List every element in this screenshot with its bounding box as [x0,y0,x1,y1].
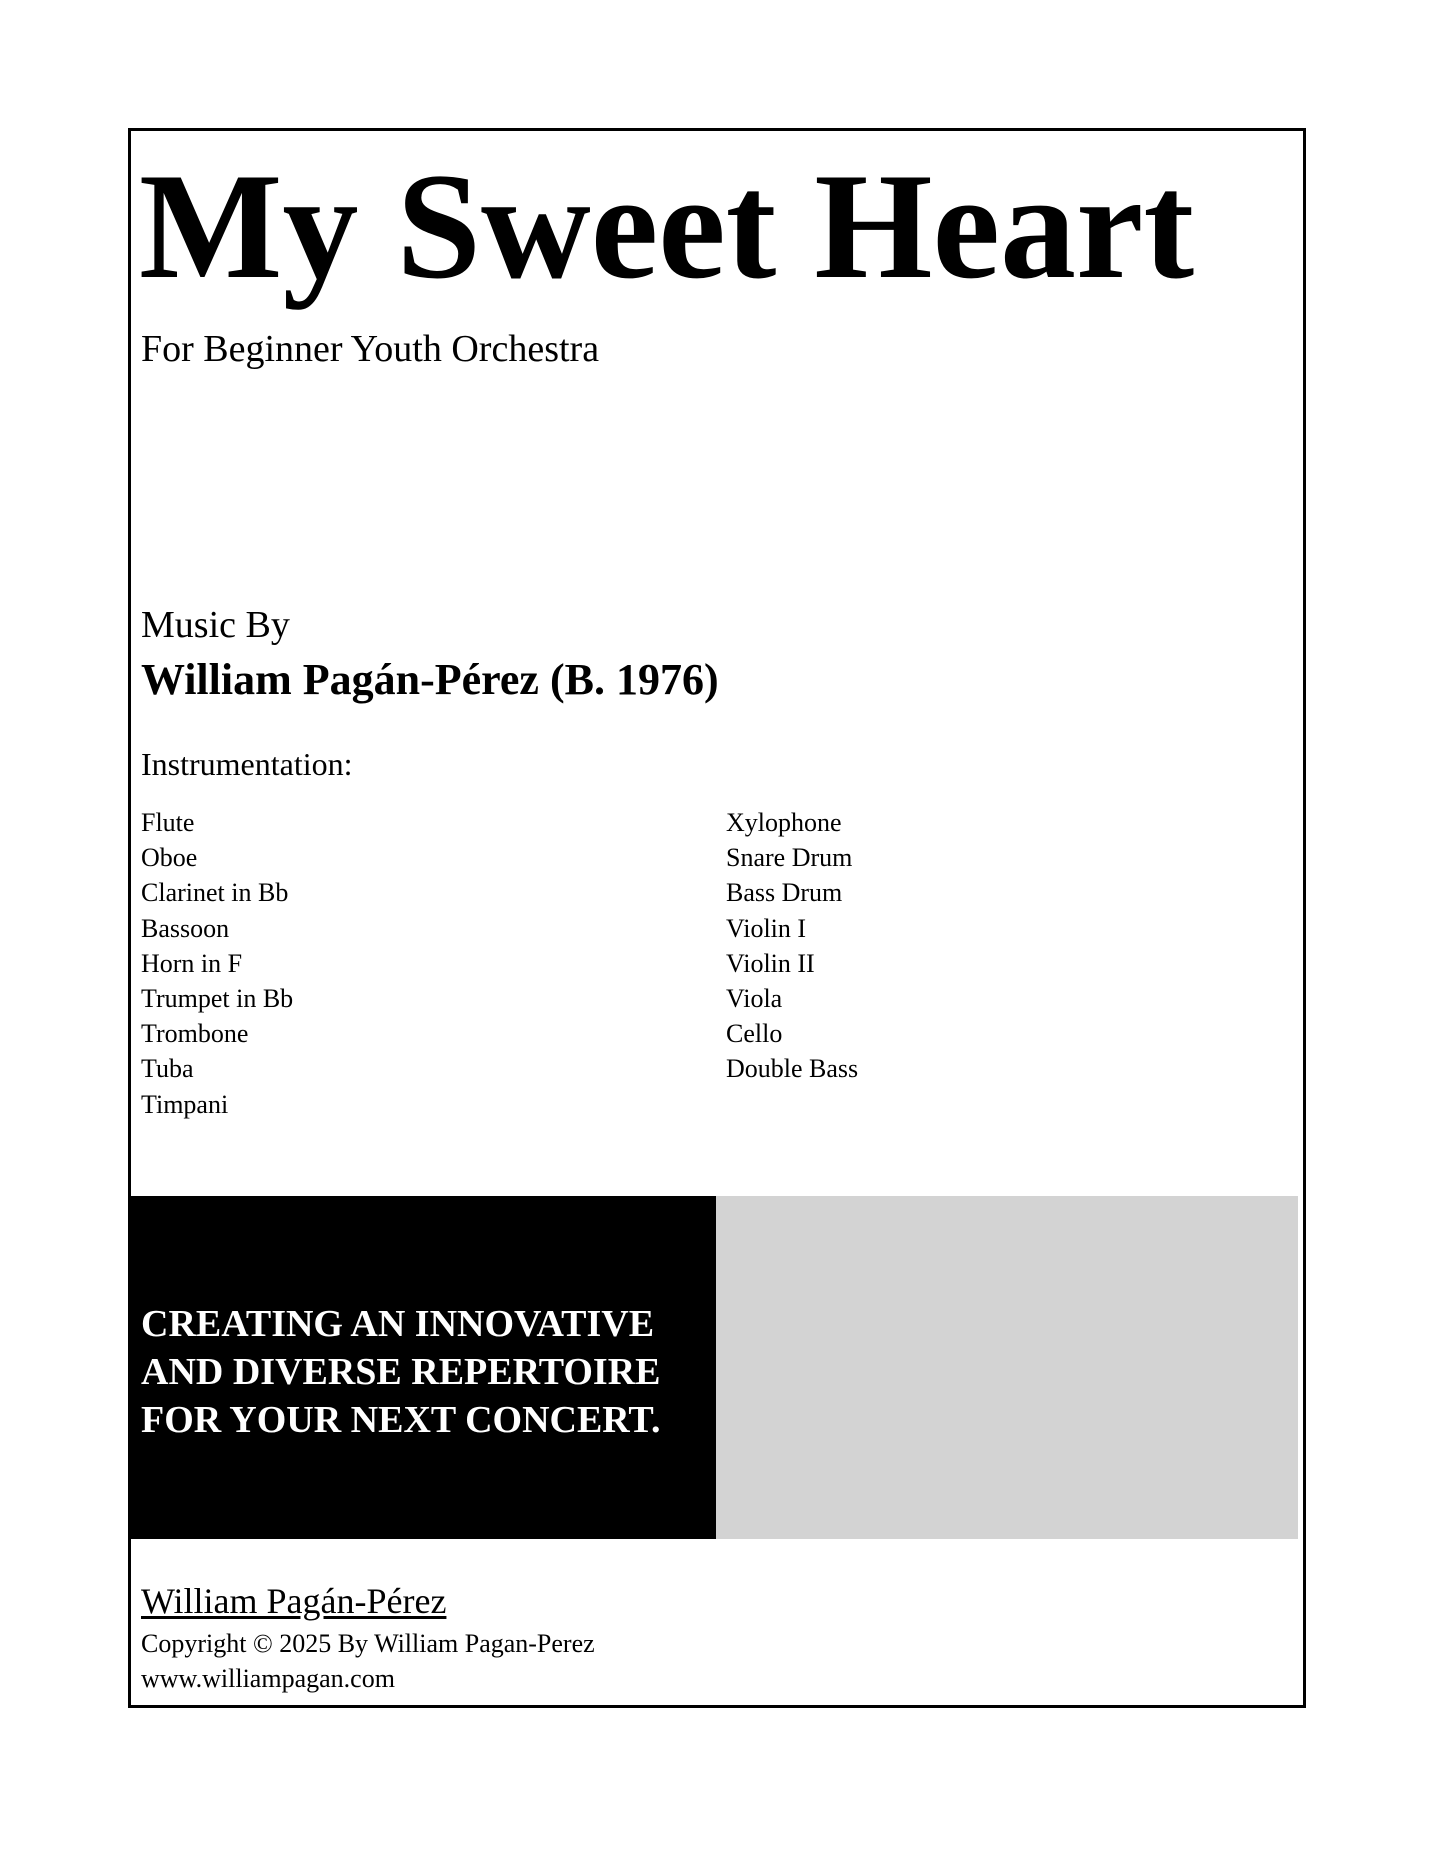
instrument-item: Tuba [141,1054,194,1084]
instrument-item: Double Bass [726,1054,859,1084]
tagline-line: CREATING AN INNOVATIVE [141,1303,655,1345]
instrument-item: Xylophone [726,808,842,837]
instrument-item: Violin II [726,948,815,978]
instrument-item: Viola [726,984,783,1014]
copyright-notice: Copyright © 2025 By William Pagan-Perez [141,1629,595,1658]
banner-tagline [141,1300,661,1444]
instrument-item: Bass Drum [726,878,843,908]
instrument-item: Trumpet in Bb [141,984,294,1014]
instrument-item: Snare Drum [726,843,853,873]
publisher-name-link[interactable]: William Pagán-Pérez [141,1581,447,1621]
banner-gray-panel [716,1196,1298,1539]
instrument-item: Bassoon [141,913,230,943]
instrument-list-left [141,805,293,1122]
instrument-item: Trombone [141,1019,249,1049]
composer-name: William Pagán-Pérez (B. 1976) [141,655,719,704]
instrument-item: Timpani [141,1089,229,1119]
tagline-line: AND DIVERSE REPERTOIRE [141,1351,661,1393]
instrument-item: Violin I [726,913,807,943]
instrument-item: Horn in F [141,948,243,978]
page-title: My Sweet Heart [139,142,1195,310]
subtitle: For Beginner Youth Orchestra [141,328,600,370]
instrument-item: Cello [726,1019,783,1049]
instrumentation-heading: Instrumentation: [141,746,353,782]
music-by-label: Music By [141,604,290,646]
instrument-item: Clarinet in Bb [141,878,289,908]
tagline-line: FOR YOUR NEXT CONCERT. [141,1399,661,1441]
instrument-item: Flute [141,808,195,837]
instrument-item: Oboe [141,843,198,873]
instrument-list-right [726,805,858,1087]
website-url: www.williampagan.com [141,1664,395,1693]
